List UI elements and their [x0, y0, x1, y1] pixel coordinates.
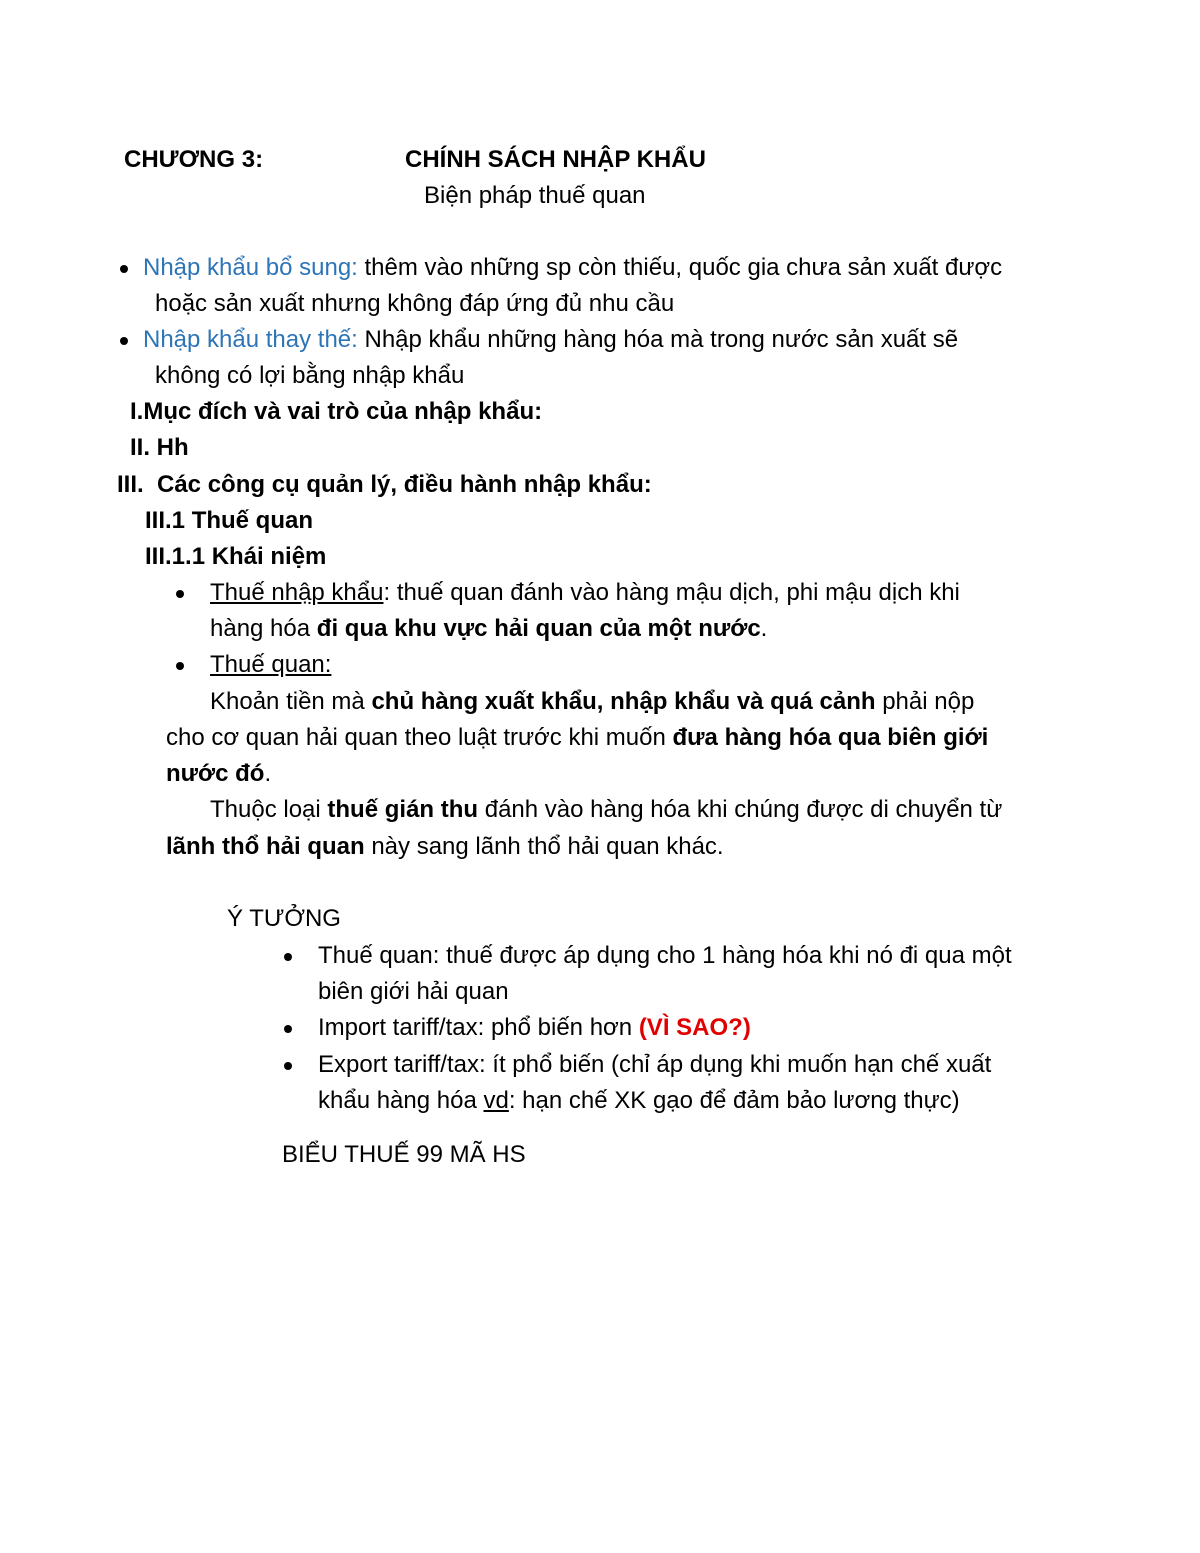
definition-text: . [760, 615, 768, 642]
section-3-number: III. [117, 471, 144, 498]
idea-item-1: Thuế quan: thuế được áp dụng cho 1 hàng hóa khi nó đi qua một [318, 942, 1012, 969]
import-tax-definition-cont [210, 614, 767, 644]
bullet-icon [284, 1062, 292, 1070]
paragraph-text: Khoản tiền mà [210, 688, 372, 715]
intro-bullet-2-cont: không có lợi bằng nhập khẩu [155, 362, 465, 389]
paragraph-emphasis: đưa hàng hóa qua biên giới [672, 724, 989, 751]
idea-text: : hạn chế XK gạo để đảm bảo lương thực) [508, 1087, 960, 1114]
paragraph-emphasis: lãnh thổ hải quan [166, 833, 365, 860]
section-1-heading: I.Mục đích và vai trò của nhập khẩu: [130, 398, 543, 425]
tariff-paragraph-4 [210, 795, 1002, 825]
idea-item-3: Export tariff/tax: ít phổ biến (chỉ áp dụng khi muốn hạn chế xuất [318, 1051, 992, 1078]
definition-text: hàng hóa [210, 615, 317, 642]
idea-abbrev: vd [483, 1087, 509, 1114]
idea-highlight: (VÌ SAO?) [638, 1014, 751, 1041]
paragraph-text: Thuộc loại [210, 796, 328, 823]
bullet-icon [176, 590, 184, 598]
intro-bullet-1-cont: hoặc sản xuất nhưng không đáp ứng đủ nhu cầu [155, 290, 675, 317]
definition-term: Thuế nhập khẩu [210, 579, 384, 606]
idea-heading: Ý TƯỞNG [227, 905, 341, 932]
idea-item-2 [318, 1013, 751, 1043]
idea-text: Import tariff/tax: phổ biến hơn [318, 1014, 639, 1041]
bullet-term: Nhập khẩu thay thế: [143, 326, 358, 353]
section-2-heading: II. Hh [130, 434, 189, 461]
section-3-1-heading: III.1 Thuế quan [145, 507, 314, 534]
bullet-text: Nhập khẩu những hàng hóa mà trong nước sản xuất sẽ [357, 326, 959, 353]
chapter-title: CHÍNH SÁCH NHẬP KHẨU [405, 146, 706, 173]
paragraph-emphasis: thuế gián thu [327, 796, 479, 823]
intro-bullet-1 [143, 253, 1002, 283]
bullet-icon [120, 337, 128, 345]
intro-bullet-2 [143, 325, 958, 355]
chapter-label: CHƯƠNG 3: [124, 146, 264, 173]
bullet-text: thêm vào những sp còn thiếu, quốc gia chưa sản xuất được [357, 254, 1003, 281]
paragraph-text: . [264, 760, 272, 787]
definition-text: : thuế quan đánh vào hàng mậu dịch, phi mậu dịch khi [383, 579, 960, 606]
bullet-icon [120, 265, 128, 273]
section-3-heading: Các công cụ quản lý, điều hành nhập khẩu: [157, 471, 652, 498]
tariff-term: Thuế quan: [210, 651, 332, 678]
tariff-paragraph-3 [166, 759, 271, 789]
paragraph-text: phải nộp [875, 688, 975, 715]
tariff-paragraph-2 [166, 723, 988, 753]
bullet-term: Nhập khẩu bổ sung: [143, 254, 358, 281]
section-3-1-1-heading: III.1.1 Khái niệm [145, 543, 327, 570]
paragraph-emphasis: nước đó [166, 760, 265, 787]
tariff-paragraph-5 [166, 832, 724, 862]
idea-item-3-cont [318, 1086, 960, 1116]
definition-emphasis: đi qua khu vực hải quan của một nước [316, 615, 761, 642]
chapter-subtitle: Biện pháp thuế quan [424, 182, 646, 209]
paragraph-text: cho cơ quan hải quan theo luật trước khi muốn [166, 724, 673, 751]
idea-text: khẩu hàng hóa [318, 1087, 484, 1114]
bullet-icon [176, 662, 184, 670]
import-tax-definition [210, 578, 960, 608]
tariff-schedule-note: BIỂU THUẾ 99 MÃ HS [282, 1141, 526, 1168]
paragraph-text: đánh vào hàng hóa khi chúng được di chuyển từ [478, 796, 1003, 823]
bullet-icon [284, 953, 292, 961]
paragraph-text: này sang lãnh thổ hải quan khác. [364, 833, 724, 860]
bullet-icon [284, 1025, 292, 1033]
tariff-paragraph-1 [210, 687, 974, 717]
idea-item-1-cont: biên giới hải quan [318, 978, 509, 1005]
paragraph-emphasis: chủ hàng xuất khẩu, nhập khẩu và quá cảnh [371, 688, 876, 715]
